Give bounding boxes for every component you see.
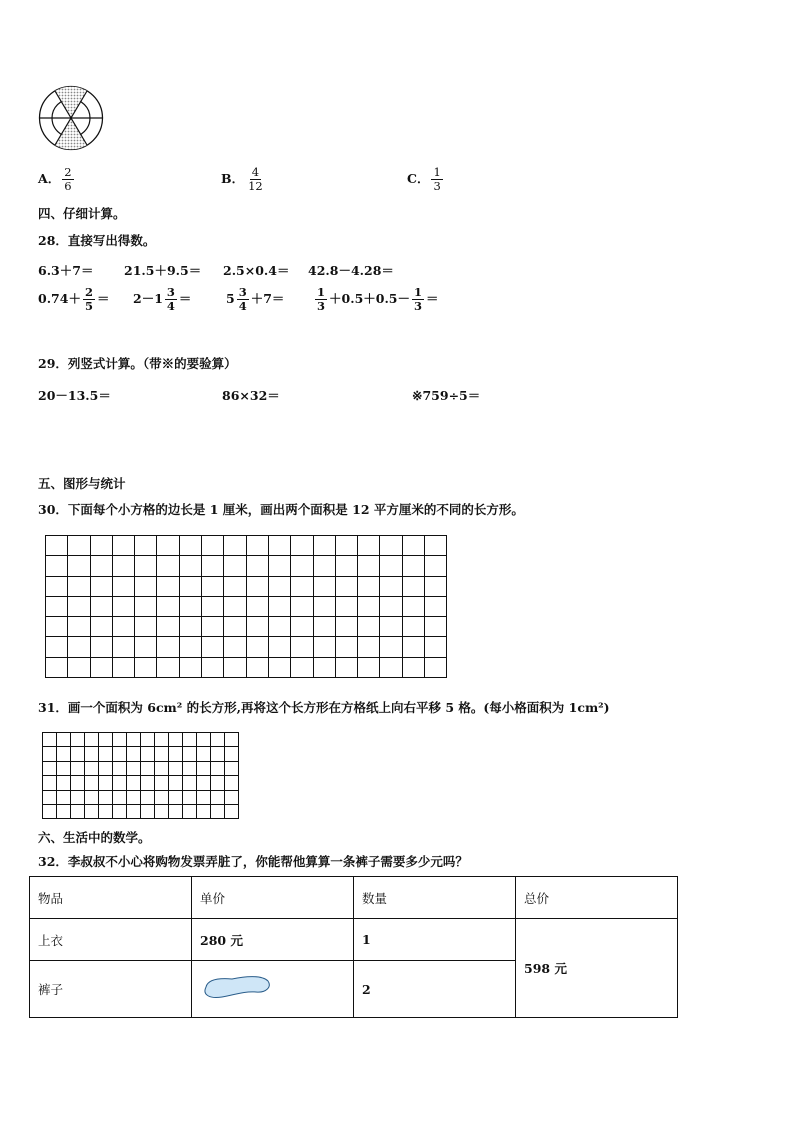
grid-row <box>46 536 447 556</box>
grid-cell[interactable] <box>169 790 183 804</box>
grid-cell[interactable] <box>291 596 313 616</box>
price-cell-stained <box>192 961 354 1018</box>
grid-cell[interactable] <box>157 536 179 556</box>
grid-cell[interactable] <box>183 790 197 804</box>
fraction-numerator: 3 <box>166 285 175 299</box>
ink-stain-icon <box>200 973 272 1003</box>
grid-cell[interactable] <box>183 776 197 790</box>
q28-expr-2: 21.5＋9.5＝ <box>124 263 202 278</box>
grid-cell[interactable] <box>224 536 246 556</box>
grid-row <box>43 776 239 790</box>
section-6-title: 六、生活中的数学。 <box>38 830 151 845</box>
grid-cell[interactable] <box>43 733 57 747</box>
grid-cell[interactable] <box>246 617 268 637</box>
header-cell: 物品 <box>30 877 192 919</box>
qty-cell: 1 <box>354 919 516 961</box>
q31-title: 31．画一个面积为 6cm² 的长方形,再将这个长方形在方格纸上向右平移 5 格。(每小格面积为 1cm²) <box>38 700 610 715</box>
grid-cell[interactable] <box>313 637 335 657</box>
grid-cell[interactable] <box>135 617 157 637</box>
option-letter: B． <box>221 171 245 186</box>
grid-cell[interactable] <box>113 747 127 761</box>
q29-item-2: 86×32＝ <box>222 388 280 403</box>
grid-cell[interactable] <box>113 776 127 790</box>
grid-cell[interactable] <box>90 536 112 556</box>
grid-cell[interactable] <box>57 804 71 818</box>
grid-cell[interactable] <box>157 617 179 637</box>
grid-cell[interactable] <box>380 617 402 637</box>
expr-part: ＝ <box>96 291 110 306</box>
grid-cell[interactable] <box>169 761 183 775</box>
grid-cell[interactable] <box>224 596 246 616</box>
q29-title: 29．列竖式计算。（带※的要验算） <box>38 356 237 371</box>
grid-cell[interactable] <box>211 776 225 790</box>
grid-cell[interactable] <box>141 747 155 761</box>
fraction-numerator: 2 <box>64 165 72 179</box>
grid-cell[interactable] <box>358 596 380 616</box>
fraction-denominator: 6 <box>64 179 72 193</box>
grid-cell[interactable] <box>358 556 380 576</box>
header-cell: 单价 <box>192 877 354 919</box>
grid-cell[interactable] <box>135 657 157 677</box>
grid-cell[interactable] <box>313 556 335 576</box>
grid-cell[interactable] <box>46 637 68 657</box>
grid-cell[interactable] <box>57 761 71 775</box>
grid-cell[interactable] <box>358 617 380 637</box>
grid-cell[interactable] <box>202 657 224 677</box>
grid-cell[interactable] <box>135 576 157 596</box>
grid-cell[interactable] <box>141 790 155 804</box>
expr-part: ＝ <box>178 291 192 306</box>
grid-cell[interactable] <box>402 576 424 596</box>
grid-cell[interactable] <box>157 556 179 576</box>
grid-cell[interactable] <box>179 596 201 616</box>
grid-cell[interactable] <box>335 536 357 556</box>
section-5-title: 五、图形与统计 <box>38 476 126 491</box>
grid-cell[interactable] <box>135 556 157 576</box>
q30-grid-paper[interactable] <box>45 535 447 678</box>
grid-cell[interactable] <box>43 804 57 818</box>
grid-cell[interactable] <box>335 657 357 677</box>
grid-row <box>43 747 239 761</box>
grid-cell[interactable] <box>313 536 335 556</box>
grid-cell[interactable] <box>68 556 90 576</box>
grid-cell[interactable] <box>85 790 99 804</box>
grid-cell[interactable] <box>90 576 112 596</box>
grid-cell[interactable] <box>402 596 424 616</box>
grid-cell[interactable] <box>335 637 357 657</box>
grid-cell[interactable] <box>113 790 127 804</box>
fraction-denominator: 3 <box>433 179 441 193</box>
grid-cell[interactable] <box>68 657 90 677</box>
q30-title: 30．下面每个小方格的边长是 1 厘米，画出两个面积是 12 平方厘米的不同的长方形。 <box>38 502 524 517</box>
grid-cell[interactable] <box>141 804 155 818</box>
grid-cell[interactable] <box>211 733 225 747</box>
total-cell: 598 元 <box>516 919 678 1018</box>
fraction-denominator: 12 <box>248 179 263 193</box>
grid-cell[interactable] <box>68 596 90 616</box>
grid-cell[interactable] <box>90 556 112 576</box>
grid-cell[interactable] <box>127 776 141 790</box>
grid-cell[interactable] <box>291 617 313 637</box>
invoice-table <box>29 876 678 1018</box>
grid-cell[interactable] <box>85 776 99 790</box>
grid-cell[interactable] <box>402 657 424 677</box>
grid-cell[interactable] <box>112 536 134 556</box>
grid-cell[interactable] <box>46 556 68 576</box>
grid-cell[interactable] <box>246 637 268 657</box>
grid-cell[interactable] <box>425 617 447 637</box>
grid-cell[interactable] <box>85 747 99 761</box>
grid-cell[interactable] <box>155 804 169 818</box>
q28-expr-4: 42.8－4.28＝ <box>308 263 394 278</box>
grid-cell[interactable] <box>157 596 179 616</box>
grid-cell[interactable] <box>358 536 380 556</box>
grid-cell[interactable] <box>211 761 225 775</box>
grid-row <box>46 596 447 616</box>
grid-cell[interactable] <box>183 804 197 818</box>
grid-row <box>46 637 447 657</box>
grid-cell[interactable] <box>179 556 201 576</box>
grid-cell[interactable] <box>169 776 183 790</box>
grid-cell[interactable] <box>425 556 447 576</box>
grid-cell[interactable] <box>99 804 113 818</box>
grid-cell[interactable] <box>313 596 335 616</box>
grid-cell[interactable] <box>291 576 313 596</box>
grid-cell[interactable] <box>179 536 201 556</box>
grid-cell[interactable] <box>57 790 71 804</box>
option-c <box>407 166 445 193</box>
grid-cell[interactable] <box>90 637 112 657</box>
grid-cell[interactable] <box>112 576 134 596</box>
grid-cell[interactable] <box>99 790 113 804</box>
grid-cell[interactable] <box>85 761 99 775</box>
grid-cell[interactable] <box>246 657 268 677</box>
q28-expr-8 <box>313 286 439 313</box>
grid-cell[interactable] <box>71 761 85 775</box>
grid-cell[interactable] <box>179 657 201 677</box>
grid-cell[interactable] <box>155 747 169 761</box>
grid-cell[interactable] <box>268 637 290 657</box>
grid-cell[interactable] <box>268 556 290 576</box>
grid-cell[interactable] <box>291 536 313 556</box>
grid-cell[interactable] <box>68 576 90 596</box>
grid-cell[interactable] <box>169 804 183 818</box>
item-cell: 裤子 <box>30 961 192 1018</box>
grid-cell[interactable] <box>224 576 246 596</box>
grid-cell[interactable] <box>46 536 68 556</box>
grid-cell[interactable] <box>71 790 85 804</box>
grid-cell[interactable] <box>197 747 211 761</box>
grid-cell[interactable] <box>202 576 224 596</box>
grid-cell[interactable] <box>291 637 313 657</box>
grid-cell[interactable] <box>211 804 225 818</box>
grid-cell[interactable] <box>313 576 335 596</box>
grid-cell[interactable] <box>68 536 90 556</box>
grid-cell[interactable] <box>90 596 112 616</box>
grid-cell[interactable] <box>127 761 141 775</box>
grid-cell[interactable] <box>225 747 239 761</box>
grid-cell[interactable] <box>99 733 113 747</box>
grid-cell[interactable] <box>112 617 134 637</box>
grid-cell[interactable] <box>113 733 127 747</box>
q29-item-1: 20－13.5＝ <box>38 388 111 403</box>
grid-cell[interactable] <box>358 657 380 677</box>
grid-cell[interactable] <box>268 596 290 616</box>
grid-cell[interactable] <box>155 776 169 790</box>
grid-cell[interactable] <box>169 733 183 747</box>
grid-cell[interactable] <box>246 576 268 596</box>
grid-cell[interactable] <box>155 790 169 804</box>
grid-cell[interactable] <box>358 576 380 596</box>
grid-cell[interactable] <box>225 790 239 804</box>
q31-grid-paper[interactable] <box>42 732 239 819</box>
grid-cell[interactable] <box>90 657 112 677</box>
grid-row <box>46 576 447 596</box>
grid-cell[interactable] <box>127 733 141 747</box>
grid-cell[interactable] <box>202 596 224 616</box>
grid-cell[interactable] <box>202 536 224 556</box>
grid-cell[interactable] <box>113 804 127 818</box>
option-a <box>38 166 76 193</box>
grid-cell[interactable] <box>43 790 57 804</box>
grid-cell[interactable] <box>335 617 357 637</box>
q28-expr-5 <box>38 286 109 313</box>
grid-cell[interactable] <box>90 617 112 637</box>
grid-row <box>46 556 447 576</box>
fraction-numerator: 2 <box>84 285 93 299</box>
grid-cell[interactable] <box>380 596 402 616</box>
grid-cell[interactable] <box>335 556 357 576</box>
grid-cell[interactable] <box>402 617 424 637</box>
grid-cell[interactable] <box>157 576 179 596</box>
section-4-title: 四、仔细计算。 <box>38 206 126 221</box>
grid-cell[interactable] <box>113 761 127 775</box>
grid-cell[interactable] <box>211 747 225 761</box>
grid-cell[interactable] <box>268 536 290 556</box>
q28-expr-6 <box>133 286 191 313</box>
grid-cell[interactable] <box>183 733 197 747</box>
grid-cell[interactable] <box>112 657 134 677</box>
grid-cell[interactable] <box>85 733 99 747</box>
grid-cell[interactable] <box>43 747 57 761</box>
fraction-numerator: 1 <box>317 285 326 299</box>
grid-cell[interactable] <box>202 637 224 657</box>
grid-cell[interactable] <box>224 556 246 576</box>
grid-cell[interactable] <box>246 536 268 556</box>
grid-cell[interactable] <box>43 761 57 775</box>
header-cell: 数量 <box>354 877 516 919</box>
grid-cell[interactable] <box>179 637 201 657</box>
grid-cell[interactable] <box>141 761 155 775</box>
q29-item-3: ※759÷5＝ <box>412 388 481 403</box>
grid-cell[interactable] <box>380 657 402 677</box>
grid-cell[interactable] <box>112 556 134 576</box>
grid-cell[interactable] <box>402 556 424 576</box>
grid-cell[interactable] <box>402 637 424 657</box>
grid-row <box>46 657 447 677</box>
q28-expr-3: 2.5×0.4＝ <box>223 263 290 278</box>
grid-cell[interactable] <box>71 804 85 818</box>
grid-cell[interactable] <box>183 747 197 761</box>
grid-cell[interactable] <box>380 576 402 596</box>
q28-title: 28．直接写出得数。 <box>38 233 156 248</box>
grid-row <box>46 617 447 637</box>
grid-cell[interactable] <box>197 761 211 775</box>
fraction-denominator: 3 <box>317 299 326 313</box>
grid-cell[interactable] <box>202 617 224 637</box>
grid-cell[interactable] <box>224 637 246 657</box>
grid-cell[interactable] <box>425 576 447 596</box>
option-letter: C． <box>407 171 430 186</box>
grid-cell[interactable] <box>46 617 68 637</box>
grid-cell[interactable] <box>197 790 211 804</box>
fraction-denominator: 5 <box>84 299 93 313</box>
grid-cell[interactable] <box>335 576 357 596</box>
grid-cell[interactable] <box>127 747 141 761</box>
grid-cell[interactable] <box>313 657 335 677</box>
fraction-denominator: 4 <box>238 299 247 313</box>
grid-cell[interactable] <box>380 637 402 657</box>
option-b <box>221 166 267 193</box>
grid-cell[interactable] <box>99 761 113 775</box>
grid-cell[interactable] <box>157 637 179 657</box>
grid-cell[interactable] <box>46 657 68 677</box>
qty-cell: 2 <box>354 961 516 1018</box>
grid-cell[interactable] <box>225 776 239 790</box>
grid-cell[interactable] <box>135 596 157 616</box>
grid-row <box>43 733 239 747</box>
grid-cell[interactable] <box>71 747 85 761</box>
divided-circle-figure <box>37 85 105 151</box>
grid-cell[interactable] <box>380 556 402 576</box>
grid-cell[interactable] <box>225 804 239 818</box>
header-cell: 总价 <box>516 877 678 919</box>
grid-cell[interactable] <box>225 761 239 775</box>
grid-cell[interactable] <box>202 556 224 576</box>
grid-cell[interactable] <box>224 657 246 677</box>
option-letter: A． <box>38 171 61 186</box>
fraction-denominator: 3 <box>414 299 423 313</box>
grid-cell[interactable] <box>46 596 68 616</box>
grid-cell[interactable] <box>135 637 157 657</box>
expr-part: 2－1 <box>133 291 163 306</box>
fraction-numerator: 1 <box>433 165 441 179</box>
grid-cell[interactable] <box>224 617 246 637</box>
grid-cell[interactable] <box>135 536 157 556</box>
fraction-numerator: 1 <box>414 285 423 299</box>
grid-cell[interactable] <box>155 761 169 775</box>
grid-cell[interactable] <box>225 733 239 747</box>
grid-cell[interactable] <box>425 657 447 677</box>
grid-cell[interactable] <box>127 790 141 804</box>
item-cell: 上衣 <box>30 919 192 961</box>
expr-part: ＋7＝ <box>250 291 285 306</box>
grid-cell[interactable] <box>425 637 447 657</box>
grid-cell[interactable] <box>179 617 201 637</box>
grid-cell[interactable] <box>99 776 113 790</box>
grid-row <box>43 761 239 775</box>
grid-cell[interactable] <box>85 804 99 818</box>
q28-expr-1: 6.3＋7＝ <box>38 263 94 278</box>
grid-cell[interactable] <box>313 617 335 637</box>
q32-title: 32．李叔叔不小心将购物发票弄脏了，你能帮他算算一条裤子需要多少元吗？ <box>38 854 468 869</box>
fraction-numerator: 3 <box>238 285 247 299</box>
table-row <box>30 919 678 961</box>
grid-cell[interactable] <box>57 747 71 761</box>
grid-cell[interactable] <box>179 576 201 596</box>
grid-cell[interactable] <box>112 596 134 616</box>
grid-cell[interactable] <box>183 761 197 775</box>
grid-cell[interactable] <box>268 657 290 677</box>
grid-cell[interactable] <box>380 536 402 556</box>
grid-cell[interactable] <box>197 804 211 818</box>
grid-cell[interactable] <box>291 556 313 576</box>
expr-part: 5 <box>226 291 235 306</box>
grid-cell[interactable] <box>99 747 113 761</box>
grid-cell[interactable] <box>46 576 68 596</box>
grid-cell[interactable] <box>425 536 447 556</box>
grid-cell[interactable] <box>335 596 357 616</box>
grid-cell[interactable] <box>246 596 268 616</box>
price-cell: 280 元 <box>192 919 354 961</box>
grid-cell[interactable] <box>127 804 141 818</box>
grid-cell[interactable] <box>291 657 313 677</box>
fraction-numerator: 4 <box>251 165 260 179</box>
grid-cell[interactable] <box>246 556 268 576</box>
grid-cell[interactable] <box>402 536 424 556</box>
grid-cell[interactable] <box>425 596 447 616</box>
grid-cell[interactable] <box>197 776 211 790</box>
grid-cell[interactable] <box>57 776 71 790</box>
expr-part: 0.74＋ <box>38 291 81 306</box>
grid-cell[interactable] <box>68 637 90 657</box>
q28-expr-7 <box>226 286 284 313</box>
grid-cell[interactable] <box>141 776 155 790</box>
expr-part: ＋0.5＋0.5－ <box>329 291 411 306</box>
grid-cell[interactable] <box>155 733 169 747</box>
grid-cell[interactable] <box>57 733 71 747</box>
grid-cell[interactable] <box>268 576 290 596</box>
grid-cell[interactable] <box>157 657 179 677</box>
grid-cell[interactable] <box>71 776 85 790</box>
fraction-denominator: 4 <box>166 299 175 313</box>
grid-cell[interactable] <box>197 733 211 747</box>
grid-cell[interactable] <box>112 637 134 657</box>
table-header-row <box>30 877 678 919</box>
grid-row <box>43 804 239 818</box>
grid-cell[interactable] <box>141 733 155 747</box>
expr-part: ＝ <box>426 291 439 306</box>
grid-row <box>43 790 239 804</box>
grid-cell[interactable] <box>71 733 85 747</box>
grid-cell[interactable] <box>358 637 380 657</box>
grid-cell[interactable] <box>68 617 90 637</box>
grid-cell[interactable] <box>43 776 57 790</box>
grid-cell[interactable] <box>268 617 290 637</box>
grid-cell[interactable] <box>211 790 225 804</box>
grid-cell[interactable] <box>169 747 183 761</box>
